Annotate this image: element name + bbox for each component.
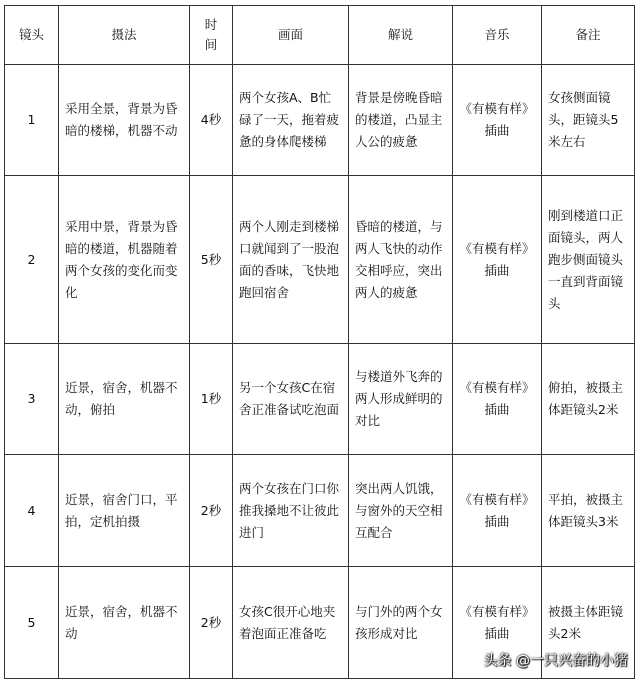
shot-number: 2 [5,176,59,344]
shot-number: 4 [5,455,59,567]
shot-picture: 两个女孩A、B忙碌了一天，拖着疲惫的身体爬楼梯 [233,65,349,176]
header-row [5,6,635,65]
table-row [5,176,635,344]
shot-number: 3 [5,344,59,455]
shot-narration: 突出两人饥饿，与窗外的天空相互配合 [349,455,453,567]
shot-narration: 与门外的两个女孩形成对比 [349,567,453,679]
shot-method: 近景，宿舍门口，平拍，定机拍摄 [59,455,190,567]
table-row [5,455,635,567]
shot-notes: 被摄主体距镜头2米 [542,567,635,679]
shot-duration: 2秒 [190,455,233,567]
storyboard-table [4,5,635,679]
shot-method: 采用中景，背景为昏暗的楼道，机器随着两个女孩的变化而变化 [59,176,190,344]
shot-music: 《有模有样》插曲 [453,567,542,679]
shot-picture: 女孩C很开心地夹着泡面正准备吃 [233,567,349,679]
shot-duration: 1秒 [190,344,233,455]
shot-picture: 另一个女孩C在宿舍正准备试吃泡面 [233,344,349,455]
header-duration-line2: 间 [204,37,218,52]
shot-notes: 刚到楼道口正面镜头，两人跑步侧面镜头一直到背面镜头 [542,176,635,344]
shot-picture: 两个人刚走到楼梯口就闻到了一股泡面的香味，飞快地跑回宿舍 [233,176,349,344]
shot-number: 1 [5,65,59,176]
shot-music: 《有模有样》插曲 [453,344,542,455]
header-shot: 镜头 [5,6,59,65]
shot-notes: 女孩侧面镜头，距镜头5米左右 [542,65,635,176]
shot-number: 5 [5,567,59,679]
shot-duration: 5秒 [190,176,233,344]
shot-notes: 平拍，被摄主体距镜头3米 [542,455,635,567]
shot-narration: 与楼道外飞奔的两人形成鲜明的对比 [349,344,453,455]
shot-duration: 4秒 [190,65,233,176]
watermark: 头条 @一只兴奋的小猪 [483,653,628,669]
header-picture: 画面 [233,6,349,65]
shot-music: 《有模有样》插曲 [453,65,542,176]
header-music: 音乐 [453,6,542,65]
shot-duration: 2秒 [190,567,233,679]
shot-method: 近景，宿舍，机器不动，俯拍 [59,344,190,455]
table-row [5,344,635,455]
header-method: 摄法 [59,6,190,65]
header-narration: 解说 [349,6,453,65]
table-row [5,65,635,176]
header-notes: 备注 [542,6,635,65]
header-duration-line1: 时 [204,17,218,32]
shot-music: 《有模有样》插曲 [453,455,542,567]
shot-method: 近景，宿舍，机器不动 [59,567,190,679]
shot-picture: 两个女孩在门口你推我搡地不让彼此进门 [233,455,349,567]
shot-music: 《有模有样》插曲 [453,176,542,344]
shot-notes: 俯拍，被摄主体距镜头2米 [542,344,635,455]
header-duration [190,6,233,65]
shot-method: 采用全景，背景为昏暗的楼梯，机器不动 [59,65,190,176]
shot-narration: 背景是傍晚昏暗的楼道，凸显主人公的疲惫 [349,65,453,176]
shot-narration: 昏暗的楼道，与两人飞快的动作交相呼应，突出两人的疲惫 [349,176,453,344]
